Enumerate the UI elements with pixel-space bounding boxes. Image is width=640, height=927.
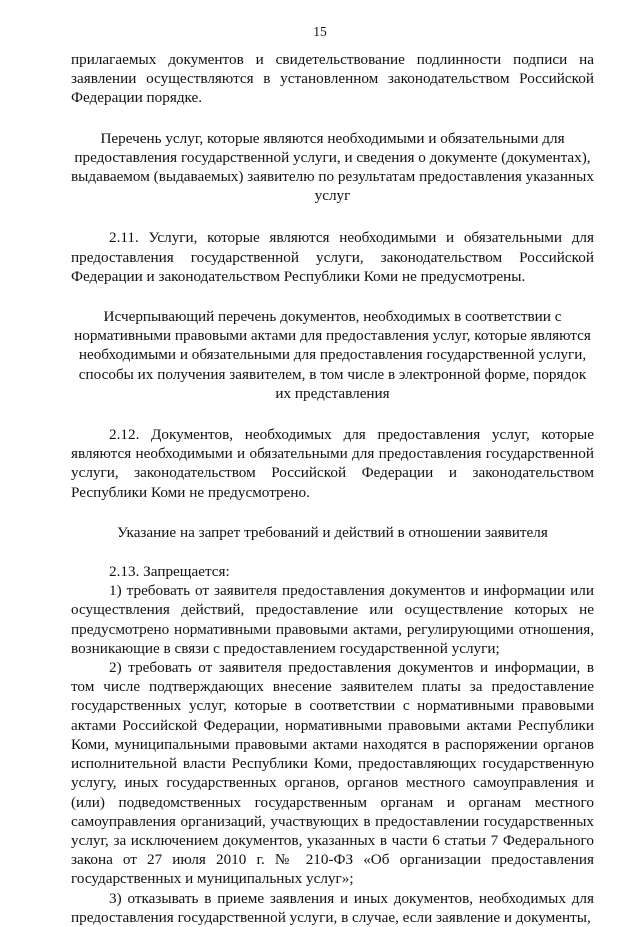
paragraph-2-12: 2.12. Документов, необходимых для предоставления услуг, которые являются необходимыми и обязательными для предоставления государственной услуги, законодательством Российской Федерации и законодательством Республики Коми не предусмотрено. (71, 426, 594, 501)
paragraph-2-13: 2.13. Запрещается: (109, 563, 230, 581)
section-heading-services-list: Перечень услуг, которые являются необходимыми и обязательными для предоставления государственной услуги, и сведения о документе (документах), выдаваемом (выдаваемых) заявителю по результатам предоставления указанных услуг (71, 129, 594, 205)
list-item-2: 2) требовать от заявителя предоставления документов и информации, в том числе подтверждающих внесение заявителем платы за предоставление государственных услуг, которые в соответствии с нормативными правовыми актами Российской Федерации, нормативными правовыми актами Республики Коми, муниципальными правовыми актами находятся в распоряжении органов исполнительной власти Республики Коми, предоставляющих государственную услугу, иных государственных органов, органов местного самоуправления и (или) подведомственных государственным органам и органам местного самоуправления организаций, участвующих в предоставлении государственных услуг, за исключением документов, указанных в части 6 статьи 7 Федерального закона от 27 июля 2010 г. № 210-ФЗ «Об организации предоставления государственных и муниципальных услуг»; (71, 659, 594, 888)
paragraph-continuation: прилагаемых документов и свидетельствование подлинности подписи на заявлении осуществляются в установленном законодательством Российской Федерации порядке. (71, 51, 594, 107)
section-heading-documents-list: Исчерпывающий перечень документов, необходимых в соответствии с нормативными правовыми актами для предоставления услуг, которые являются необходимыми и обязательными для предоставления государственной услуги, способы их получения заявителем, в том числе в электронной форме, порядок их представления (74, 308, 591, 402)
document-body (71, 50, 594, 927)
list-item-3: 3) отказывать в приеме заявления и иных документов, необходимых для предоставления государственной услуги, в случае, если заявление и документы, (71, 889, 594, 926)
section-heading-prohibitions: Указание на запрет требований и действий в отношении заявителя (117, 523, 548, 541)
page-number: 15 (313, 24, 327, 39)
list-item-1: 1) требовать от заявителя предоставления документов и информации или осуществления действий, предоставление или осуществление которых не предусмотрено нормативными правовыми актами, регулирующими отношения, возникающие в связи с предоставлением государственной услуги; (71, 582, 594, 657)
paragraph-2-11: 2.11. Услуги, которые являются необходимыми и обязательными для предоставления государственной услуги, законодательством Российской Федерации и законодательством Республики Коми не предусмотрены. (71, 229, 594, 285)
